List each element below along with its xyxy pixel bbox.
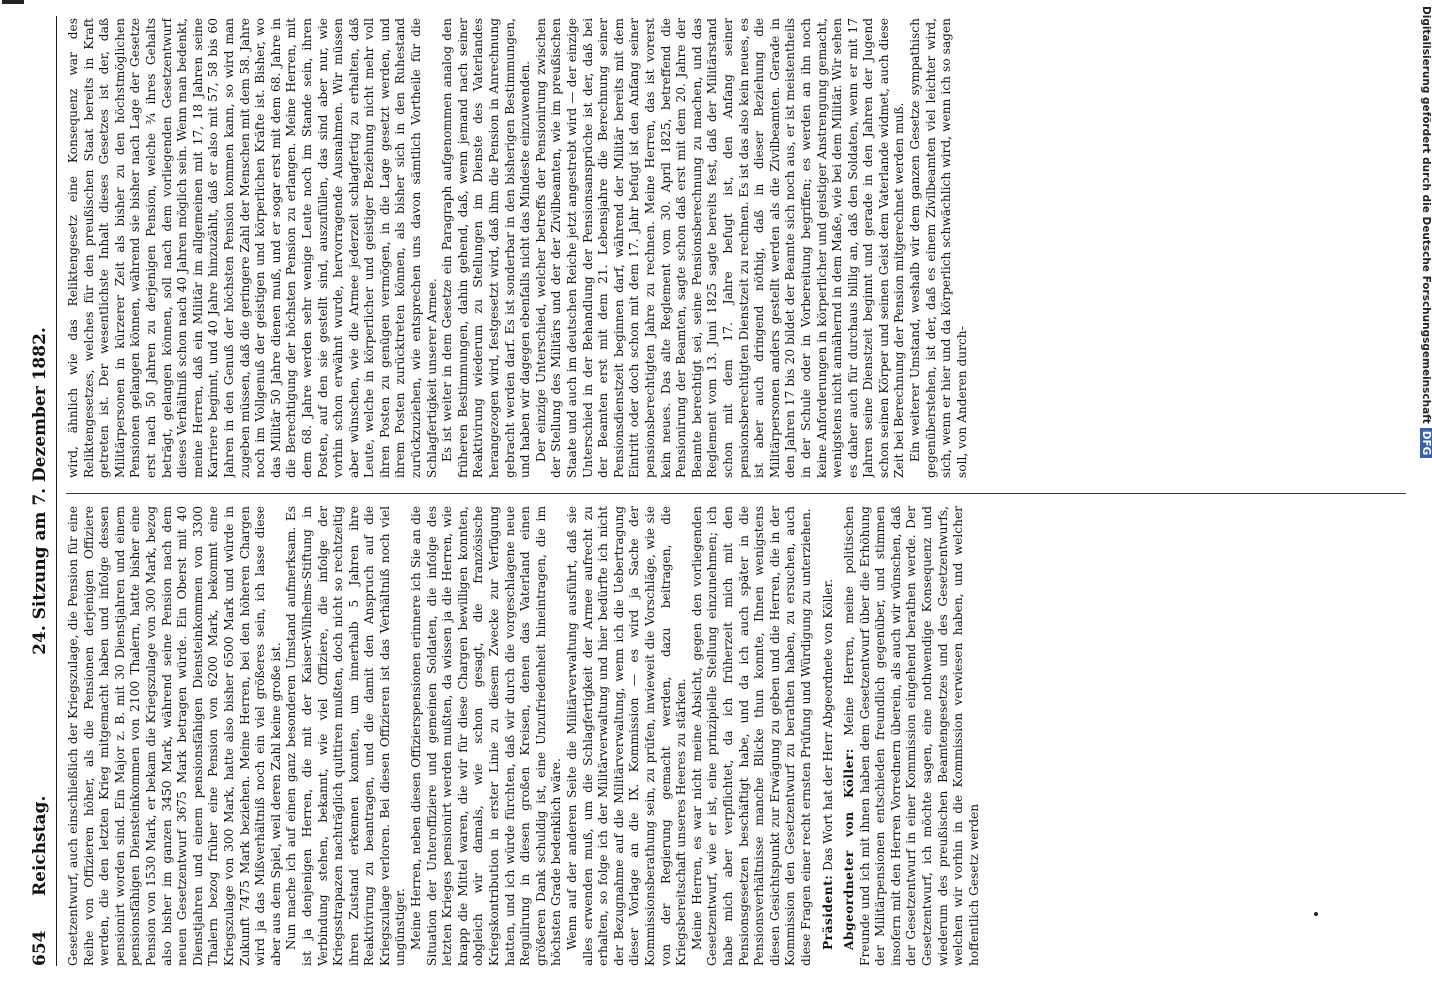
speaker-text: Das Wort hat der Herr Abgeordnete von Köller.: [820, 579, 835, 875]
speech-paragraph: [842, 506, 982, 966]
paragraph: Gesetzentwurf, auch einschließlich der Kriegszulage, die Pension für eine Reihe von Offizieren höher, als die Pensionen derjenigen Offiziere werden, die den letzten Krieg mitgemacht haben und infolge dessen pensionirt worden sind. Ein Major z. B. mit 30 Dienstjahren und einem pensionsfähigen Diensteinkommen von 2100 Thalern, hatte bisher eine Pension von 1530 Mark, er bekam die Kriegszulage von 300 Mark, bezog also bisher im ganzen 3450 Mark, während seine Pension nach dem neuen Gesetzentwurf 3675 Mark betragen würde. Ein Oberst mit 40 Dienstjahren und einem pensionsfähigen Diensteinkommen von 3300 Thalern bezog früher eine Pension von 6200 Mark, bekommt eine Kriegszulage von 300 Mark, hatte also bisher 6500 Mark und würde in Zukunft 7475 Mark beziehen. Meine Herren, bei den höheren Chargen wird ja das Mißverhältniß noch ein viel größeres sein, ich lasse diese aber aus dem Spiel, weil deren Zahl keine große ist.: [66, 506, 283, 966]
paragraph: Ein weiterer Umstand, weshalb wir dem ganzen Gesetze sympathisch gegenüberstehen, ist der, daß es einem Zivilbeamten viel leichter wird, sich, wenn er hier und da körperlich schwächlich wird, wenn ich so sagen soll, von Anderen durch-: [908, 18, 969, 478]
text-columns: [66, 16, 1406, 966]
paragraph: wird, ähnlich wie das Reliktengesetz eine Konsequenz war des Reliktengesetzes, welches für den preußischen Staat bereits in Kraft getreten ist. Der wesentlichste Inhalt dieses Gesetzes ist der, daß Militärpersonen in kürzerer Zeit als bisher zu den höchstmöglichen Pensionen gelangen können, während sie bisher nach Lage der Gesetze erst nach 50 Jahren zu derjenigen Pension, welche ¾ ihres Gehalts beträgt, gelangen können, soll nach dem vorliegenden Gesetzentwurf dieses Verhältniß schon nach 40 Jahren möglich sein. Wenn man bedenkt, meine Herren, daß ein Militär im allgemeinen mit 17, 18 Jahren seine Karriere beginnt, und 40 Jahre hinzuzählt, daß er also mit 57, 58 bis 60 Jahren in den Genuß der höchsten Pension kommen kann, so wird man zugeben müssen, daß die geringere Zahl der Menschen mit dem 58. Jahre noch im Vollgenuß der geistigen und körperlichen Kräfte ist. Bisher, wo das Militär 50 Jahre dienen muß, und er sogar erst mit dem 68. Jahre in die Berechtigung der höchsten Pension zu erlangen. Meine Herren, mit dem 68. Jahre werden sehr wenige Leute noch im Stande sein, ihren Posten, auf den sie gestellt sind, auszufüllen, das sind aber nur, wie vorhin schon erwähnt wurde, hervorragende Ausnahmen. Wir müssen aber wünschen, wie die Armee jederzeit schlagfertig zu erhalten, daß Leute, welche in körperlicher und geistiger Beziehung nicht mehr voll ihren Posten zu genügen vermögen, in die Lage gesetzt werden, und ihrem Posten zurücktreten können, als bisher sich in den Ruhestand zurückzuziehen, wie entsprechen uns davon sämtlich Vortheile für die Schlagfertigkeit unserer Armee.: [66, 18, 439, 478]
running-head-left: Reichstag.: [30, 795, 50, 896]
dfg-logo: DFG: [1420, 428, 1432, 459]
paragraph: Es ist weiter in dem Gesetze ein Paragraph aufgenommen analog den früheren Bestimmungen, dahin gehend, daß, wenn jemand nach seiner Reaktivirung wiederum zu Stellungen im Dienste des Vaterlandes herangezogen wird, festgesetzt wird, daß ihm die Pension in Anrechnung gebracht werden darf. Es ist sonderbar in den bisherigen Bestimmungen, und haben wir dagegen ebenfalls nicht das Mindeste einzuwenden.: [440, 18, 533, 478]
running-head-center: 24. Sitzung am 7. Dezember 1882.: [30, 327, 50, 655]
paragraph: Meine Herren, es war nicht meine Absicht, gegen den vorliegenden Gesetzentwurf, wie er ist, eine prinzipielle Stellung einzunehmen; ich habe mich aber verpflichtet, da ich früherzeit mich mit den Pensionsgesetzen beschäftigt habe, und da ich auch später in die Pensionsverhältnisse manche Blicke thun konnte, Ihnen wenigstens diesen Gesichtspunkt zur Erwägung zu geben und die Herren, die in der Kommission den Gesetzentwurf zu berathen haben, zu ersuchen, auch diese Fragen einer recht ernsten Prüfung und Würdigung zu unterziehen.: [689, 506, 813, 966]
column-rule: [66, 493, 1406, 494]
paragraph: Nun mache ich auf einen ganz besonderen Umstand aufmerksam. Es ist ja denjenigen Herren, die mit der Kaiser-Wilhelms-Stiftung in Verbindung stehen, bekannt, wie viel Offiziere, die infolge der Kriegsstrapazen nachträglich quittiren mußten, doch nicht so rechtzeitig ihren Zustand erkennen konnten, um innerhalb 5 Jahren ihre Reaktivirung zu beantragen, und die damit den Anspruch auf die Kriegszulage verloren. Bei diesen Offizieren ist das Verhältniß noch viel ungünstiger.: [284, 506, 408, 966]
speech-text: Meine Herren, meine politischen Freunde und ich mit ihnen haben dem Gesetzentwurf über die Erhöhung der Militärpensionen entschieden freundlich gegenüber, und stimmen insofern mit den Herren Vorrednern überein, als auch wir wünschen, daß der Gesetzentwurf in einer Kommission eingehend berathen werde. Der Gesetzentwurf, ich möchte sagen, eine nothwendige Konsequenz und wiederum des preußischen Beamtengesetzes und des Gesetzentwurfs, welchen wir vorhin in die Kommission verwiesen haben, und welcher hoffentlich Gesetz werden: [842, 506, 981, 966]
right-column: [66, 18, 1406, 478]
speaker-label: Präsident:: [820, 874, 835, 950]
running-head: [26, 16, 57, 966]
paragraph: Der einzige Unterschied, welcher betreffs der Pensionirung zwischen der Stellung des Militärs und der der Zivilbeamten, wie im preußischen Staate und auch im deutschen Reiche jetzt angestrebt wird — der einzige Unterschied in der Behandlung der Pensionsansprüche ist der, daß bei der Beamten erst mit dem 21. Lebensjahre die Berechnung seiner Pensionsdienstzeit beginnen darf, während der Militär bereits mit dem Eintritt oder doch schon mit dem 17. Jahr befugt ist den Anfang seiner pensionsberechtigten Jahre zu rechnen. Meine Herren, das ist vorerst kein neues. Das alte Reglement vom 30. April 1825, betreffend die Pensionirung der Beamten, sagte schon daß erst mit dem 20. Jahre der Beamte berechtigt sei, seine Pensionsberechnung zu machen, und das Reglement vom 13. Juni 1825 sagte bereits fest, daß der Militärstand schon mit dem 17. Jahre befugt ist, den Anfang seiner pensionsberechtigten Dienstzeit zu rechnen. Es ist das also kein neues, es ist aber auch dringend nöthig, daß in dieser Beziehung die Militärpersonen anders gestellt werden als die Zivilbeamten. Gerade in den Jahren 17 bis 20 bildet der Beamte sich noch aus, er ist meistentheils in der Schule oder in Vorbereitung begriffen; es werden an ihn noch keine Anforderungen in körperlicher und geistiger Anstrengung gemacht, wenigstens nicht annähernd in dem Maße, wie bei dem Militär. Wir sehen es daher auch für durchaus billig an, daß den Soldaten, wenn er mit 17 Jahren seine Dienstzeit beginnt und gerade in den Jahren der Jugend schon seinen Körper und seinen Geist dem Vaterlande widmet, auch diese Zeit bei Berechnung der Pension mitgerechnet werden muß.: [533, 18, 907, 478]
credit-line: [1414, 6, 1432, 986]
page-number: 654: [30, 930, 50, 966]
paragraph: Wenn auf der anderen Seite die Militärverwaltung ausführt, daß sie alles erwenden muß, um die Schlagfertigkeit der Armee aufrecht zu erhalten, so folge ich der Militärverwaltung und hier bedürfte ich nicht der Bezugnahme auf die Militärverwaltung, wenn ich die Uebertragung dieser Vorlage an die IX. Kommission — es wird ja Sache der Kommissionsberathung sein, zu prüfen, inwieweit die Vorschläge, wie sie von der Regierung gemacht werden, dazu beitragen, die Kriegsbereitschaft unseres Heeres zu stärken.: [565, 506, 689, 966]
left-column: [66, 506, 1406, 966]
paragraph: Meine Herren, neben diesen Offizierspensionen erinnere ich Sie an die Situation der Unteroffiziere und gemeinen Soldaten, die infolge des letzten Krieges pensionirt werden mußten, da wissen ja die Herren, wie knapp die Mittel waren, die wir für diese Chargen bewilligen konnten, obgleich wir damals, wie schon gesagt, die französische Kriegskontribution in erster Linie zu diesem Zwecke zur Verfügung hatten, und ich würde fürchten, daß wir durch die vorgeschlagene neue Regulirung in diesen großen Kreisen, denen das Vaterland einen größeren Dank schuldig ist, eine Unzufriedenheit hineintragen, die im höchsten Grade bedenklich wäre.: [409, 506, 564, 966]
president-line: [821, 506, 837, 966]
digitization-credit: [1414, 0, 1432, 1000]
page-body: [26, 16, 1406, 966]
speaker-label: Abgeordneter von Köller:: [842, 748, 857, 950]
credit-text: Digitalisierung gefördert durch die Deutsche Forschungsgemeinschaft: [1420, 6, 1432, 424]
